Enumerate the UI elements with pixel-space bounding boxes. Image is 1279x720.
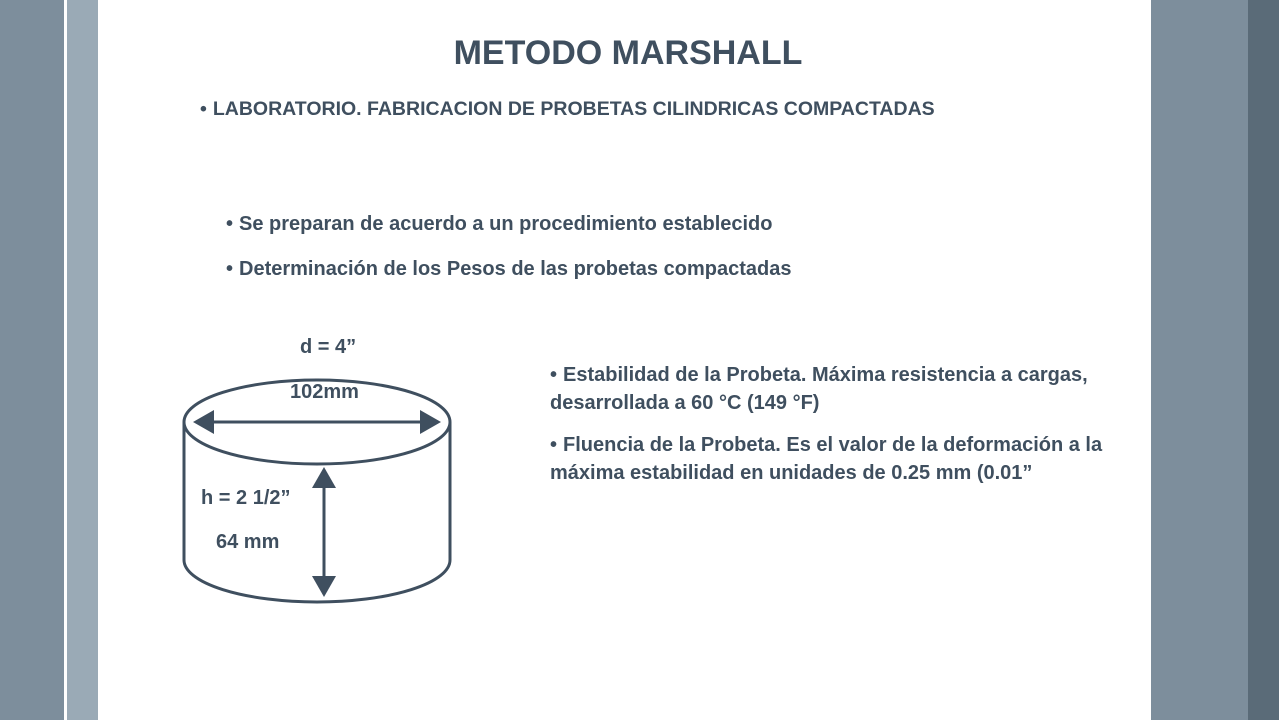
cylinder-bottom-arc bbox=[184, 560, 450, 602]
subtitle-text: LABORATORIO. FABRICACION DE PROBETAS CILINDRICAS COMPACTADAS bbox=[212, 98, 935, 120]
point-text: Se preparan de acuerdo a un procedimiento establecido bbox=[239, 213, 773, 235]
diameter-label-mm: 102mm bbox=[290, 381, 359, 403]
point-text: Determinación de los Pesos de las probetas compactadas bbox=[239, 258, 792, 280]
bullet-glyph: • bbox=[226, 258, 234, 280]
diameter-label-inches: d = 4” bbox=[300, 336, 357, 358]
property-text: Estabilidad de la Probeta. Máxima resistencia a cargas, desarrollada a 60 °C (149 °F) bbox=[550, 364, 1088, 414]
bullet-glyph: • bbox=[550, 434, 558, 456]
bullet-glyph: • bbox=[226, 213, 234, 235]
bullet-glyph: • bbox=[200, 98, 207, 120]
height-label-mm: 64 mm bbox=[216, 531, 280, 553]
bullet-glyph: • bbox=[550, 364, 558, 386]
slide-title: METODO MARSHALL bbox=[453, 34, 803, 72]
property-text: Fluencia de la Probeta. Es el valor de la deformación a la máxima estabilidad en unidades de 0.25 mm (0.01” bbox=[550, 434, 1103, 484]
height-label-inches: h = 2 1/2” bbox=[201, 487, 291, 509]
